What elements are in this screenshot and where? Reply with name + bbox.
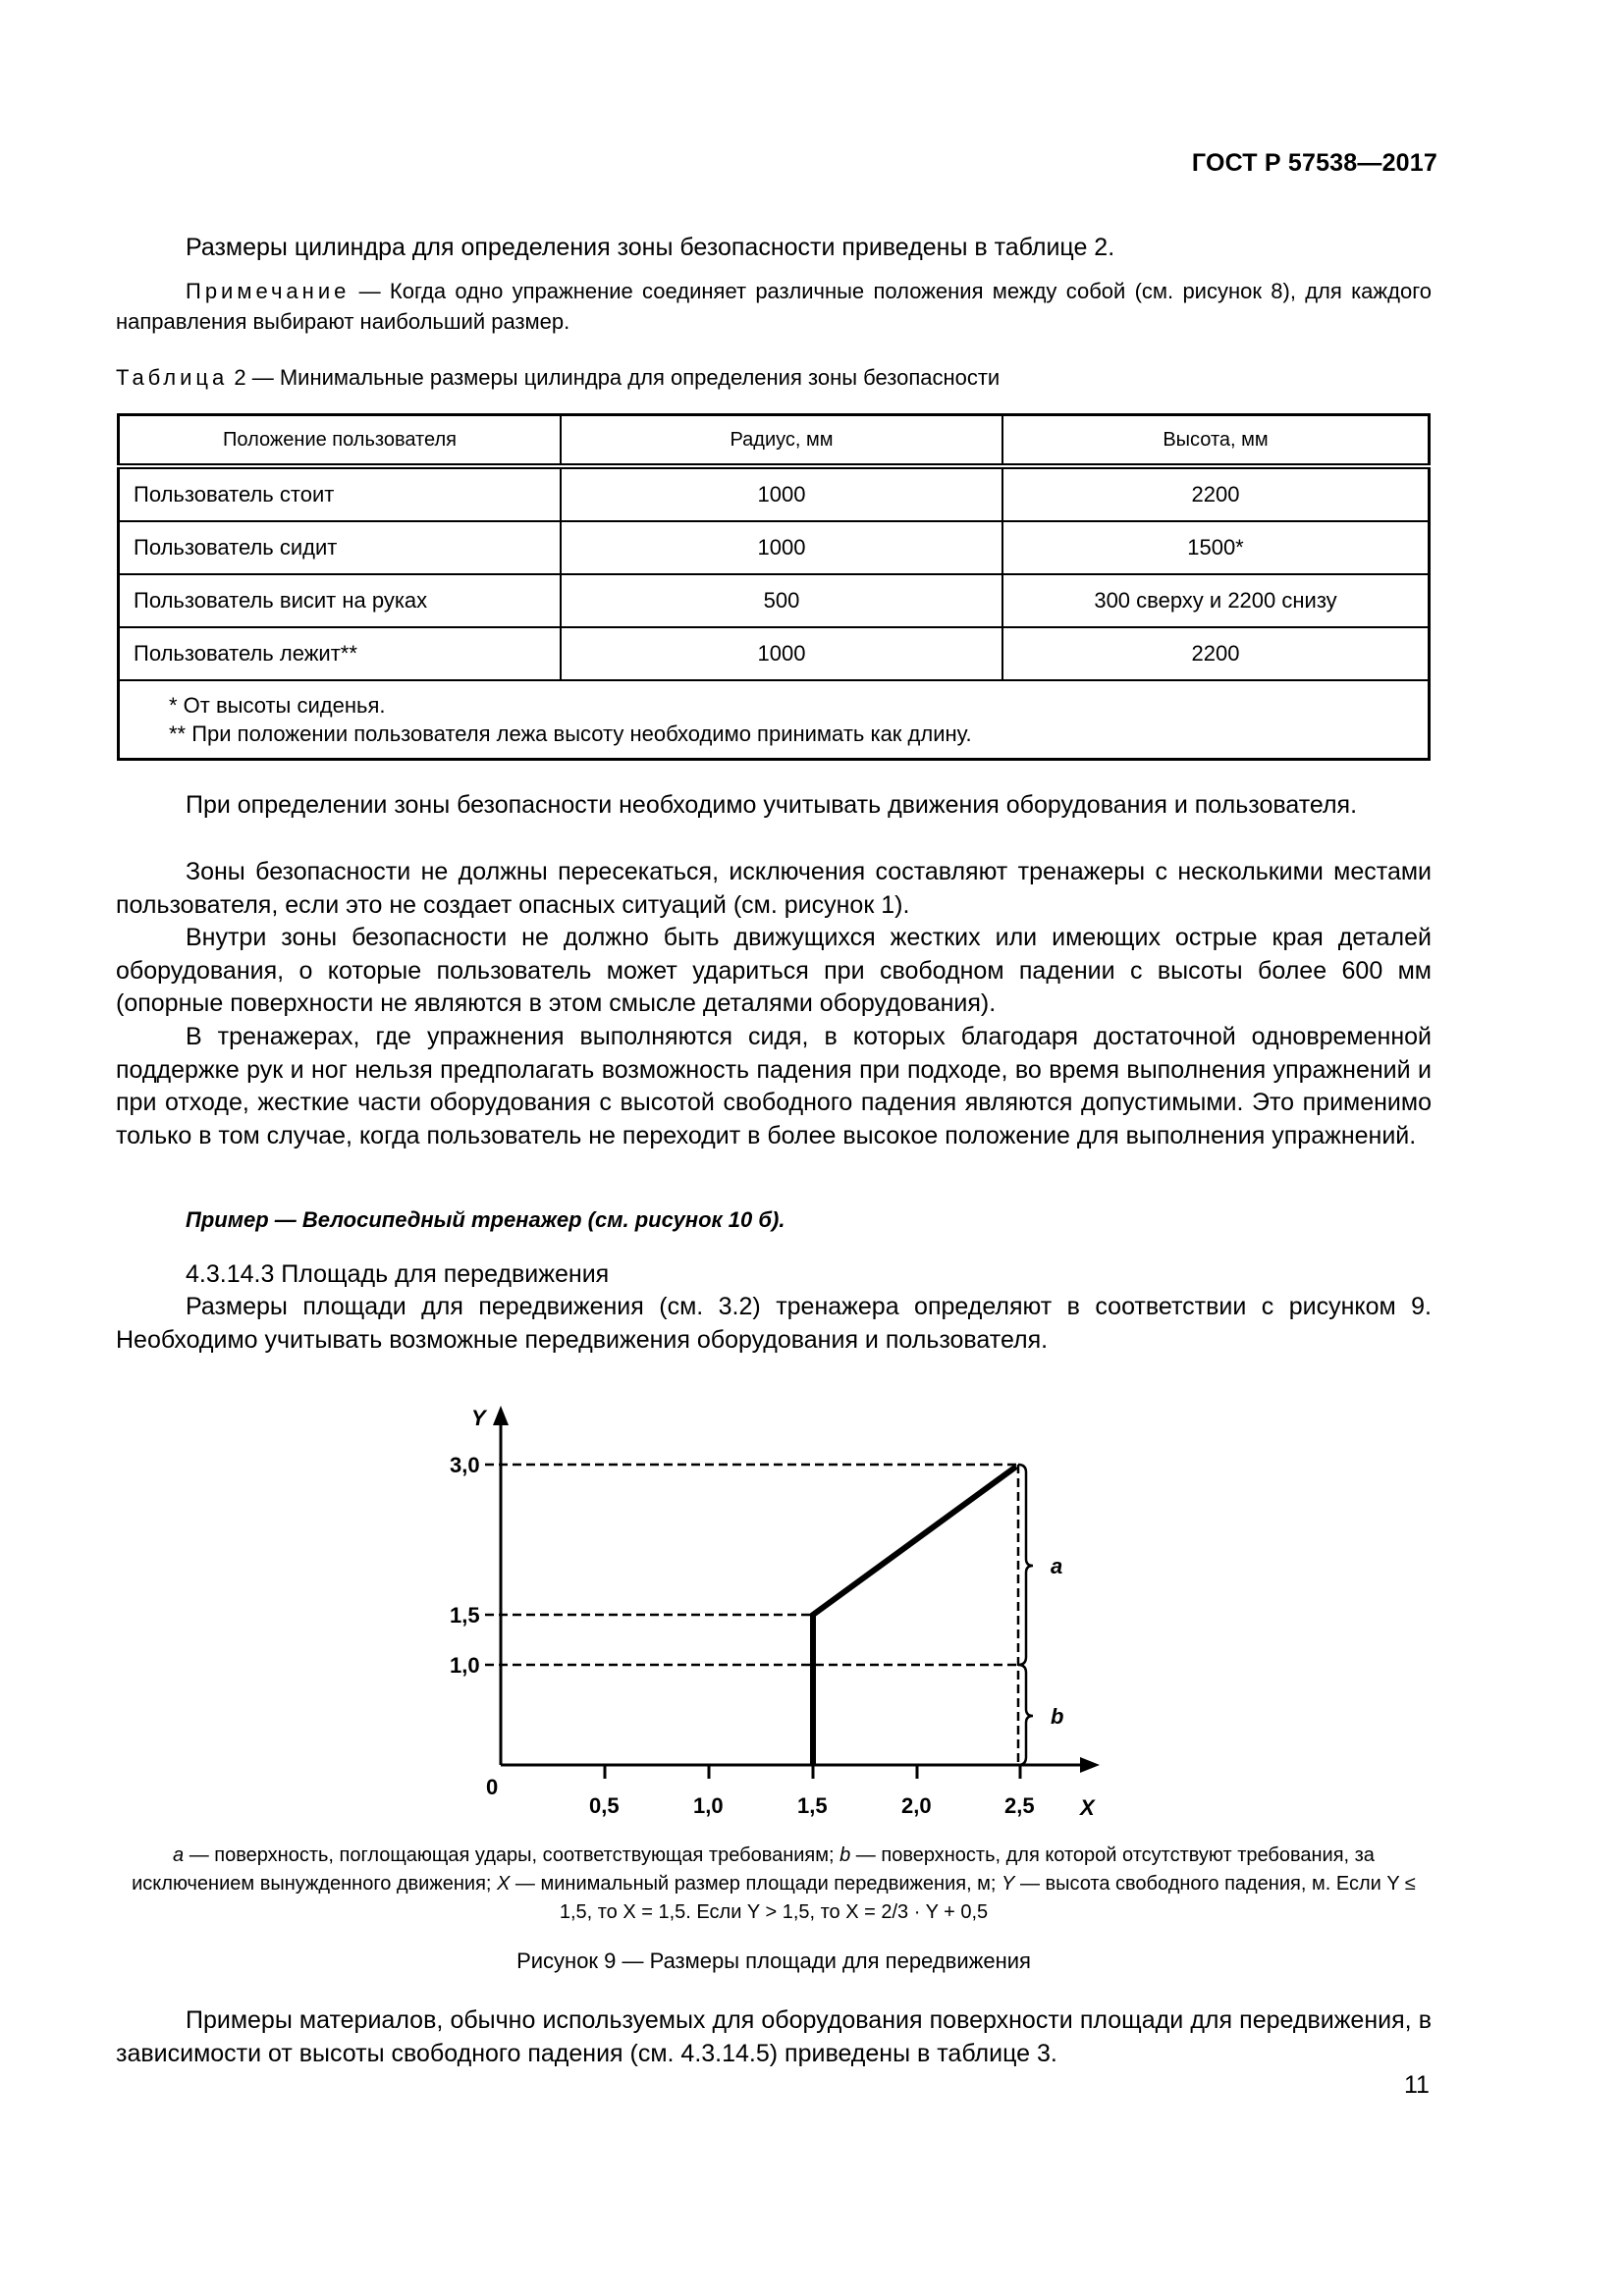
brace-a-icon xyxy=(1018,1465,1033,1665)
brace-b-icon xyxy=(1018,1665,1033,1765)
figure-caption: Рисунок 9 — Размеры площади для передвижения xyxy=(516,1949,1031,1973)
x-axis-label: X xyxy=(1080,1795,1095,1820)
cell-position: Пользователь лежит** xyxy=(119,627,562,680)
y-axis-arrow-icon xyxy=(493,1406,509,1425)
column-header-height: Высота, мм xyxy=(1002,415,1430,467)
cell-position: Пользователь стоит xyxy=(119,466,562,521)
x-tick-label: 2,0 xyxy=(901,1793,932,1818)
footnote: ** При положении пользователя лежа высоту необходимо принимать как длину. xyxy=(169,721,972,746)
y-tick-label: 1,5 xyxy=(450,1603,480,1628)
column-header-radius: Радиус, мм xyxy=(561,415,1002,467)
legend-text: — поверхность, для которой отсутствуют требования, за исключением вынужденного движения; xyxy=(132,1844,1375,1895)
reference-lines xyxy=(485,1465,1018,1765)
annotation-b: b xyxy=(1051,1704,1064,1729)
cell-position: Пользователь сидит xyxy=(119,521,562,574)
example-text: Пример — Велосипедный тренажер (см. рисунок 10 б). xyxy=(186,1207,785,1232)
y-axis-label: Y xyxy=(471,1406,486,1430)
axes xyxy=(501,1418,1085,1779)
legend-symbol-y: Y xyxy=(1001,1873,1015,1895)
legend-text: — минимальный размер площади передвижения, м; xyxy=(510,1873,1002,1895)
cell-height: 300 сверху и 2200 снизу xyxy=(1002,574,1430,627)
note-label: Примечание xyxy=(186,279,351,303)
legend-symbol-x: X xyxy=(497,1873,511,1895)
origin-label: 0 xyxy=(486,1775,499,1799)
document-code: ГОСТ Р 57538—2017 xyxy=(1191,149,1437,177)
x-tick-label: 2,5 xyxy=(1004,1793,1035,1818)
note-text: — Когда одно упражнение соединяет различные положения между собой (см. рисунок 8), для каждого направления выбирают наибольший размер. xyxy=(116,279,1432,334)
cell-radius: 1000 xyxy=(561,627,1002,680)
legend-text: — поверхность, поглощающая удары, соответствующая требованиям; xyxy=(184,1844,840,1866)
data-line xyxy=(813,1467,1016,1765)
legend-symbol-b: b xyxy=(839,1844,851,1866)
paragraph-text: Примеры материалов, обычно используемых для оборудования поверхности площади для передвижения, в зависимости от высоты свободного падения (см. 4.3.14.5) приведены в таблице 3. xyxy=(116,2006,1432,2067)
table-caption-label: Таблица xyxy=(116,365,229,390)
table-caption-text: 2 — Минимальные размеры цилиндра для определения зоны безопасности xyxy=(228,365,1001,390)
cell-radius: 500 xyxy=(561,574,1002,627)
legend-formula: Y ≤ 1,5, то X = 1,5. Если Y > 1,5, то X = 2/3 · Y + 0,5 xyxy=(559,1873,1416,1923)
paragraph-text: При определении зоны безопасности необходимо учитывать движения оборудования и пользователя. xyxy=(186,791,1358,819)
y-tick-label: 1,0 xyxy=(450,1653,480,1678)
annotation-a: a xyxy=(1051,1554,1063,1578)
legend-symbol-a: a xyxy=(173,1844,185,1866)
x-axis-arrow-icon xyxy=(1080,1757,1100,1773)
intro-text: Размеры цилиндра для определения зоны безопасности приведены в таблице 2. xyxy=(186,234,1115,261)
paragraph-text: Зоны безопасности не должны пересекаться, исключения составляют тренажеры с несколькими местами пользователя, если это не создает опасных ситуаций (см. рисунок 1). xyxy=(116,858,1432,919)
x-tick-label: 1,5 xyxy=(797,1793,828,1818)
cell-radius: 1000 xyxy=(561,466,1002,521)
x-tick-label: 0,5 xyxy=(589,1793,620,1818)
figure-legend xyxy=(116,1842,1432,1927)
cell-position: Пользователь висит на руках xyxy=(119,574,562,627)
cell-height: 2200 xyxy=(1002,466,1430,521)
cell-height: 2200 xyxy=(1002,627,1430,680)
cell-height: 1500* xyxy=(1002,521,1430,574)
x-tick-label: 1,0 xyxy=(693,1793,724,1818)
paragraph-text: Внутри зоны безопасности не должно быть движущихся жестких или имеющих острые края деталей оборудования, о которые пользователь может удариться при свободном падении с высоты более 600 мм (опорные поверхности не являются в этом смысле деталями оборудования). xyxy=(116,924,1432,1017)
y-tick-label: 3,0 xyxy=(450,1453,480,1477)
section-heading-text: 4.3.14.3 Площадь для передвижения xyxy=(186,1260,610,1288)
column-header-position: Положение пользователя xyxy=(119,415,562,467)
body-paragraph-6 xyxy=(116,2004,1432,2070)
paragraph-text: В тренажерах, где упражнения выполняются сидя, в которых благодаря достаточной одновременной поддержке рук и ног нельзя предполагать возможность падения при подходе, во время выполнения упражнений и при отходе, жесткие части оборудования с высотой свободного падения являются допустимыми. Это применимо только в том случае, когда пользователь не переходит в более высокое положение для выполнения упражнений. xyxy=(116,1023,1432,1149)
footnote: * От высоты сиденья. xyxy=(169,693,386,718)
cell-radius: 1000 xyxy=(561,521,1002,574)
legend-text: — высота свободного падения, м. Если xyxy=(1014,1873,1387,1895)
page-number: 11 xyxy=(1404,2071,1430,2099)
paragraph-text: Размеры площади для передвижения (см. 3.2) тренажера определяют в соответствии с рисунком 9. Необходимо учитывать возможные передвижения оборудования и пользователя. xyxy=(116,1293,1432,1354)
